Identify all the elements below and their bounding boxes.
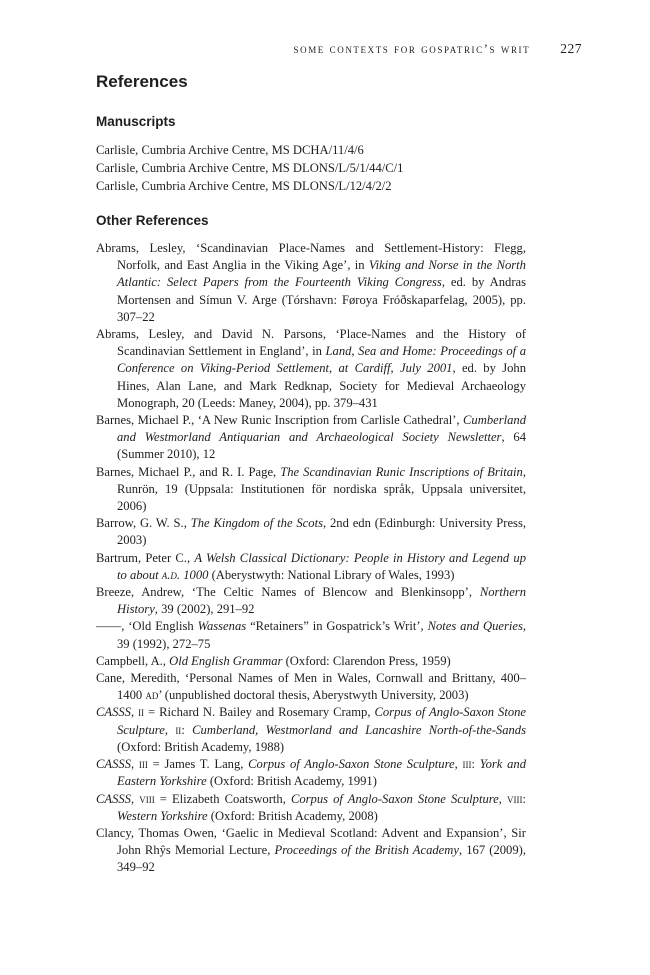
reference-text: CASSS [96,757,131,772]
reference-text: (Aberystwyth: National Library of Wales, 1993) [208,567,455,582]
reference-text: Viking and Norse in the North Atlantic: Select Papers from the Fourteenth Viking Congress [117,258,526,290]
reference-entry [96,825,526,877]
reference-text: Barrow, G. W. S., [96,516,191,531]
reference-text: Breeze, Andrew, ‘The Celtic Names of Blencow and Blenkinsopp’, [96,585,480,600]
page-title: References [96,72,188,91]
reference-text: “Retainers” in Gospatrick’s Writ’, [246,619,428,634]
reference-text: Clancy, Thomas Owen, ‘Gaelic in Medieval Scotland: Advent and Expansion’, Sir John Rhŷs Memorial Lecture, [96,825,526,858]
reference-text: viii [139,791,155,806]
reference-entry [96,464,526,516]
reference-text: = Richard N. Bailey and Rosemary Cramp, [144,705,375,720]
reference-text: Campbell, A., [96,653,170,668]
reference-entry [96,670,526,704]
manuscript-item: Carlisle, Cumbria Archive Centre, MS DLONS/L/12/4/2/2 [96,179,392,193]
reference-text: Corpus of Anglo-Saxon Stone Sculpture [248,757,455,772]
reference-text: = James T. Lang, [147,757,249,772]
reference-entry [96,584,526,618]
reference-text: Proceedings of the British Academy [274,843,459,858]
reference-entry [96,550,526,584]
reference-text: , [130,757,139,772]
reference-text: a.d. [161,567,181,582]
reference-text: (Oxford: British Academy, 1988) [117,739,285,754]
reference-entry [96,412,526,464]
reference-text: Abrams, Lesley, and David N. Parsons, ‘Place-Names and the History of Scandinavian Settlement in England’, in [96,327,526,359]
reference-text: Wassenas [197,619,247,634]
reference-text: Land, Sea and Home: Proceedings of a Conference on Viking-Period Settlement, at Cardiff, July 2001 [117,344,526,376]
reference-entry [96,240,526,326]
reference-entry [96,756,526,790]
reference-text: : [522,791,527,806]
reference-entry [96,791,526,825]
reference-text: , 39 (1992), 272–75 [117,619,526,651]
reference-text: , Runrön, 19 (Uppsala: Institutionen för nordiska språk, Uppsala universitet, 2006) [117,464,527,514]
reference-text: CASSS [96,791,131,806]
reference-text: (Oxford: British Academy, 2008) [207,808,378,823]
reference-text: iii [462,757,472,772]
reference-text: (Oxford: British Academy, 1991) [206,774,377,789]
reference-text: ——, ‘Old English [96,619,198,634]
reference-text: , 2nd edn (Edinburgh: University Press, 2003) [117,516,526,548]
reference-text: , [164,722,176,737]
reference-text: , [130,791,140,806]
running-title: some contexts for gospatric’s writ [293,42,531,56]
manuscript-item: Carlisle, Cumbria Archive Centre, MS DCHA/11/4/6 [96,143,364,157]
reference-text: The Kingdom of the Scots [190,516,323,531]
running-head [96,41,582,57]
reference-text: Barnes, Michael P., and R. I. Page, [96,464,281,479]
reference-text: , [130,705,139,720]
reference-text: Corpus of Anglo-Saxon Stone Sculpture [290,791,499,806]
reference-text: : [471,757,480,772]
reference-text: ii [138,705,145,720]
reference-text: Barnes, Michael P., ‘A New Runic Inscription from Carlisle Cathedral’, [96,413,464,428]
reference-text: , 39 (2002), 291–92 [154,602,255,617]
reference-text: York and Eastern Yorkshire [117,757,527,789]
reference-text: ad [145,688,159,703]
reference-text: Cane, Meredith, ‘Personal Names of Men in Wales, Cornwall and Brittany, 400–1400 [96,671,526,703]
reference-text: 1000 [180,567,209,582]
reference-text: ’ (unpublished doctoral thesis, Aberystwyth University, 2003) [158,688,469,703]
reference-text: , 167 (2009), 349–92 [117,843,526,875]
reference-text: , ed. by John Hines, Alan Lane, and Mark Redknap, Society for Medieval Archaeology Monograph, 20 (Leeds: Maney, 2004), pp. 379–431 [117,361,526,410]
reference-text: = Elizabeth Coatsworth, [154,791,291,806]
reference-text: , [454,757,463,772]
reference-text: Western Yorkshire [117,808,208,823]
manuscript-item: Carlisle, Cumbria Archive Centre, MS DLONS/L/5/1/44/C/1 [96,161,404,175]
reference-text: viii [507,791,523,806]
reference-text: Bartrum, Peter C., [96,550,195,565]
reference-text: CASSS [96,705,131,720]
manuscripts-list [96,141,526,195]
reference-text: Cumberland and Westmorland Antiquarian and Archaeological Society Newsletter [117,413,526,445]
reference-entry [96,704,526,756]
reference-text: ii [175,722,182,737]
reference-text: Old English Grammar [169,653,283,668]
reference-entry [96,515,526,549]
page-number: 227 [560,41,582,56]
reference-text: Notes and Queries [427,619,523,634]
reference-list [96,240,526,877]
reference-text: : [181,722,193,737]
other-references-heading: Other References [96,213,209,228]
reference-text: Abrams, Lesley, ‘Scandinavian Place-Names and Settlement-History: Flegg, Norfolk, and East Anglia in the Viking Age’, in [96,241,526,273]
manuscripts-heading: Manuscripts [96,114,176,129]
reference-text: (Oxford: Clarendon Press, 1959) [282,653,451,668]
reference-entry [96,618,526,652]
reference-entry [96,653,526,670]
reference-entry [96,326,526,412]
reference-text: , ed. by Andras Mortensen and Símun V. Arge (Tórshavn: Føroya Fróðskaparfelag, 2005), pp. 307–22 [117,275,526,324]
reference-text: Northern History [117,585,526,617]
reference-text: Corpus of Anglo-Saxon Stone Sculpture [117,705,527,737]
reference-text: , 64 (Summer 2010), 12 [117,430,527,462]
reference-text: iii [138,757,148,772]
reference-text: Cumberland, Westmorland and Lancashire North-of-the-Sands [192,722,526,737]
reference-text: , [498,791,508,806]
reference-text: The Scandinavian Runic Inscriptions of Britain [280,464,523,479]
reference-text: A Welsh Classical Dictionary: People in History and Legend up to about [117,550,526,582]
